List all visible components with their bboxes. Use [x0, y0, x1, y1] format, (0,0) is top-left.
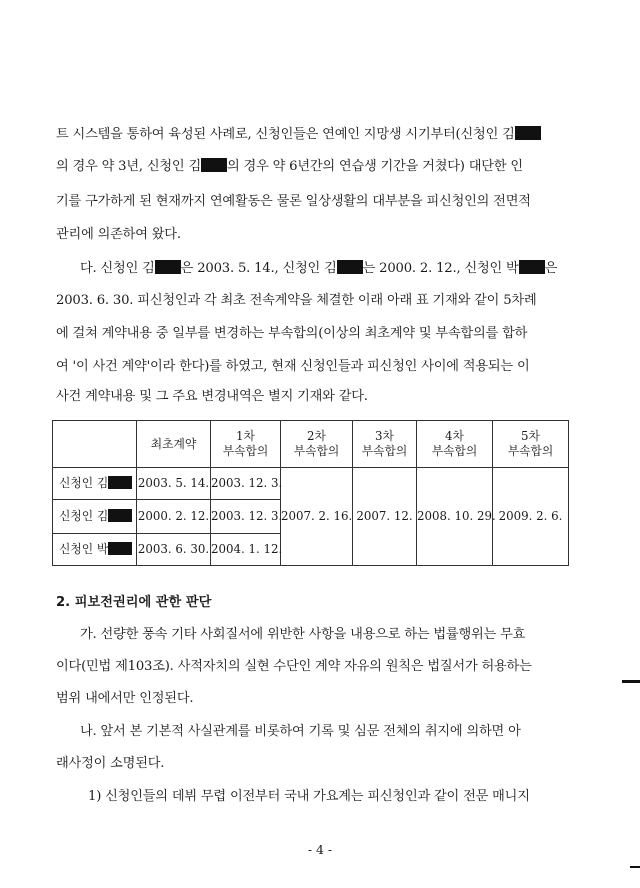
scan-edge-mark: [622, 680, 640, 683]
contract-amendment-table: [52, 420, 569, 566]
paragraph-line-4: 관리에 의존하여 왔다.: [56, 227, 181, 242]
cell-initial-date: 2003. 5. 14.: [137, 468, 211, 500]
scan-edge-mark: [630, 866, 640, 868]
section-line-3: 범위 내에서만 인정된다.: [56, 691, 194, 706]
header-amendment-1: 1차 부속합의: [211, 421, 281, 468]
header-amendment-2: 2차 부속합의: [281, 421, 353, 468]
section-line-4: 나. 앞서 본 기본적 사실관계를 비롯하여 기록 및 심문 전체의 취지에 의하면 아: [80, 724, 521, 739]
cell-first-amendment-date: 2004. 1. 12.: [211, 534, 281, 566]
cell-initial-date: 2003. 6. 30.: [137, 534, 211, 566]
section-heading: 2. 피보전권리에 관한 판단: [56, 595, 212, 610]
page-number: - 4 -: [307, 842, 333, 857]
header-initial-contract: 최초계약: [137, 421, 211, 468]
header-empty-cell: [53, 421, 137, 468]
row-applicant-name: 신청인 김: [53, 500, 137, 534]
redaction-mark: [337, 260, 363, 274]
header-amendment-4: 4차 부속합의: [417, 421, 493, 468]
cell-first-amendment-date: 2003. 12. 3.: [211, 468, 281, 500]
table-header-row: [53, 421, 569, 468]
redaction-mark: [201, 158, 227, 172]
section-line-2: 이다(민법 제103조). 사적자치의 실현 수단인 계약 자유의 원칙은 법질서가 허용하는: [56, 659, 532, 674]
table-row: [53, 468, 569, 500]
redaction-mark: [155, 260, 181, 274]
paragraph-line-3: 기를 구가하게 된 현재까지 연예활동은 물론 일상생활의 대부분을 피신청인의 전면적: [56, 194, 531, 209]
cell-initial-date: 2000. 2. 12.: [137, 500, 211, 534]
header-amendment-5: 5차 부속합의: [493, 421, 569, 468]
redaction-mark: [108, 476, 132, 489]
paragraph-line-7: 에 걸쳐 계약내용 중 일부를 변경하는 부속합의(이상의 최초계약 및 부속합의를 합하: [56, 326, 528, 341]
section-line-6: 1) 신청인들의 데뷔 무렵 이전부터 국내 가요계는 피신청인과 같이 전문 매니지: [88, 789, 530, 804]
paragraph-line-9: 사건 계약내용 및 그 주요 변경내역은 별지 기재와 같다.: [56, 389, 368, 404]
section-line-5: 래사정이 소명된다.: [56, 756, 165, 771]
paragraph-line-6: 2003. 6. 30. 피신청인과 각 최초 전속계약을 체결한 이래 아래 표 기재와 같이 5차례: [56, 293, 537, 308]
cell-second-amendment-date: 2007. 2. 16.: [281, 468, 353, 566]
redaction-mark: [108, 509, 132, 522]
cell-fourth-amendment-date: 2008. 10. 29.: [417, 468, 493, 566]
redaction-mark: [108, 542, 132, 555]
cell-fifth-amendment-date: 2009. 2. 6.: [493, 468, 569, 566]
paragraph-line-2: 의 경우 약 3년, 신청인 김 의 경우 약 6년간의 연습생 기간을 거쳤다) 대단한 인: [56, 159, 523, 174]
row-applicant-name: 신청인 박: [53, 534, 137, 566]
row-applicant-name: 신청인 김: [53, 468, 137, 500]
header-amendment-3: 3차 부속합의: [353, 421, 417, 468]
redaction-mark: [515, 126, 541, 140]
paragraph-line-5: 다. 신청인 김 은 2003. 5. 14., 신청인 김 는 2000. 2. 12., 신청인 박 은: [80, 261, 558, 276]
paragraph-line-8: 여 '이 사건 계약'이라 한다)를 하였고, 현재 신청인들과 피신청인 사이에 적용되는 이: [56, 359, 530, 374]
section-line-1: 가. 선량한 풍속 기타 사회질서에 위반한 사항을 내용으로 하는 법률행위는 무효: [80, 627, 526, 642]
cell-first-amendment-date: 2003. 12. 3.: [211, 500, 281, 534]
redaction-mark: [519, 260, 545, 274]
cell-third-amendment-date: 2007. 12.: [353, 468, 417, 566]
paragraph-line-1: 트 시스템을 통하여 육성된 사례로, 신청인들은 연예인 지망생 시기부터(신청인 김: [56, 126, 574, 144]
